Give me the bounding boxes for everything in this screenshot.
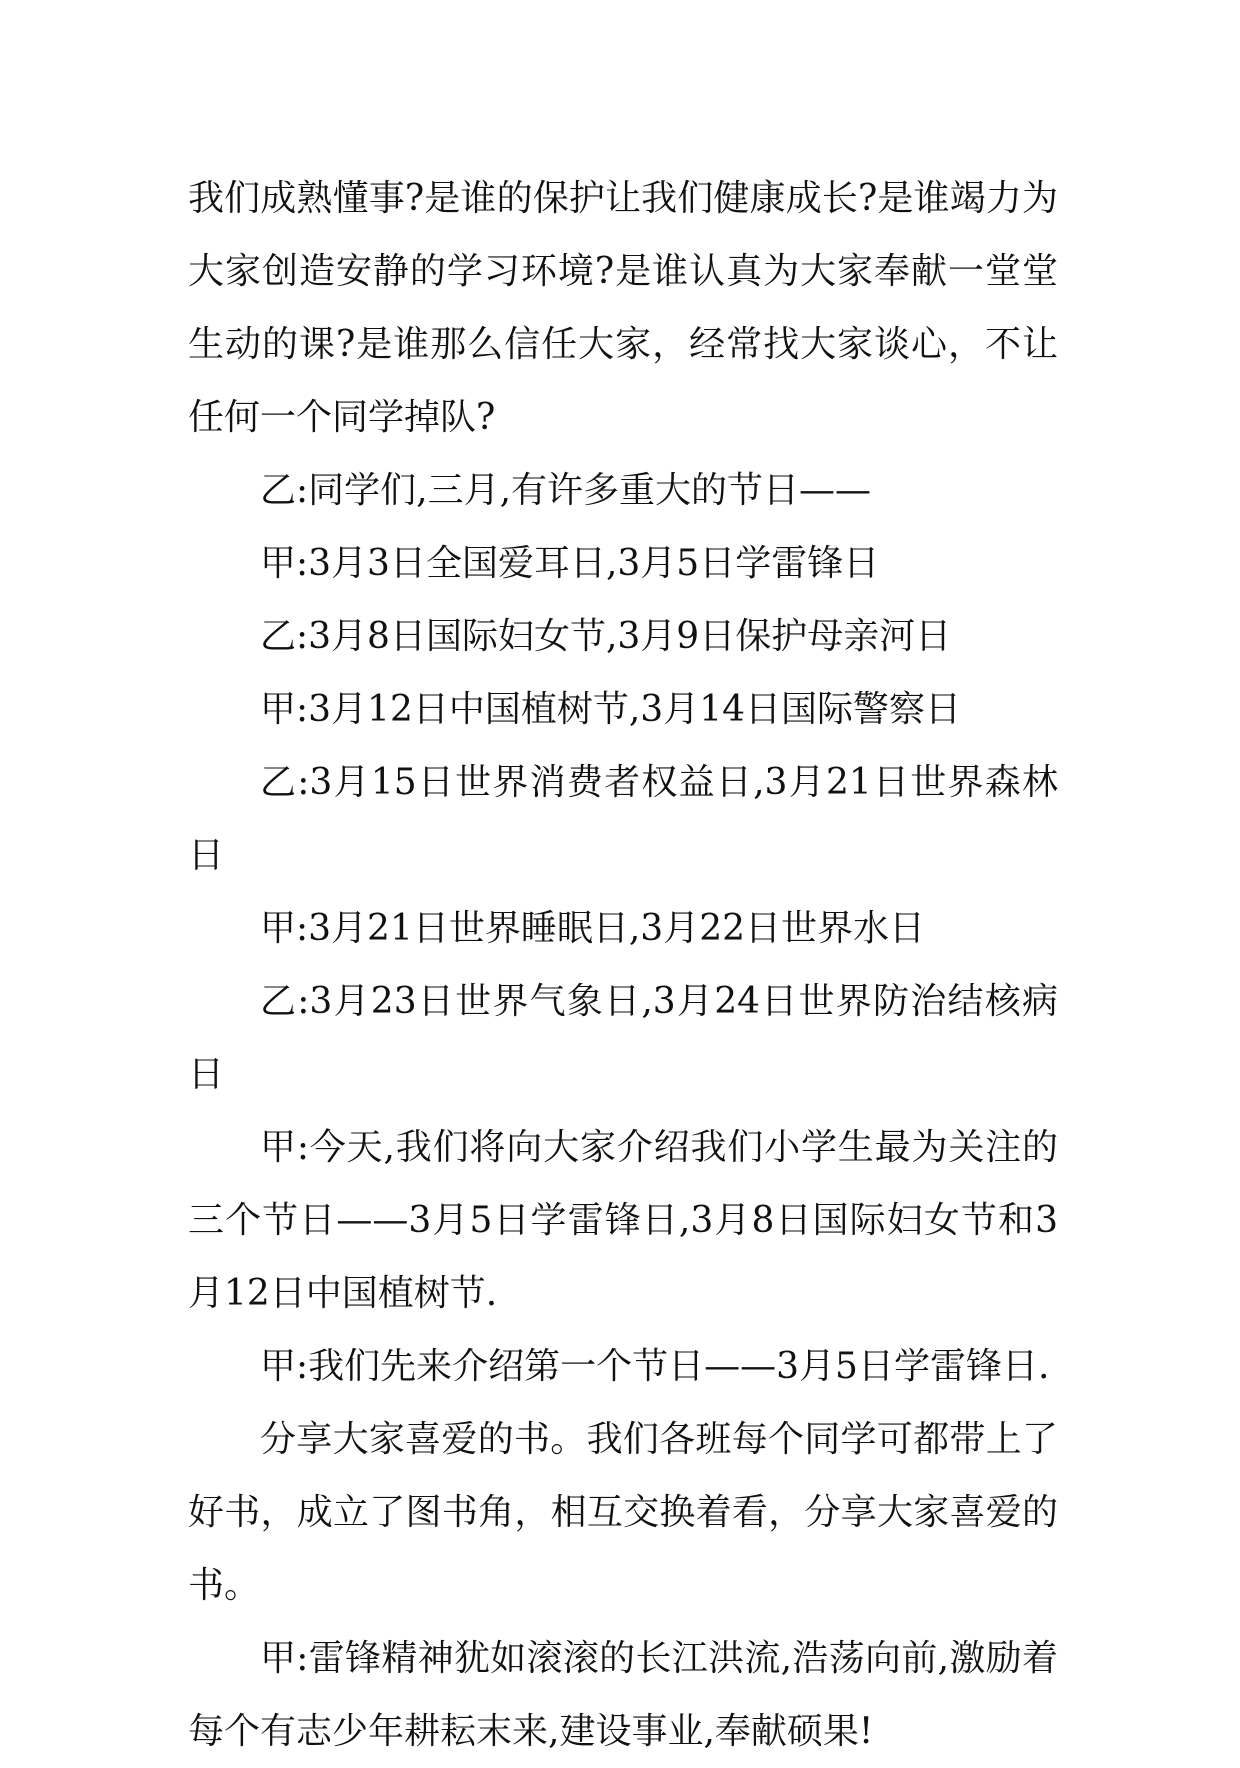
document-body [188, 162, 1058, 1768]
paragraph-2: 乙:同学们,三月,有许多重大的节日—— [260, 470, 872, 511]
paragraph-9: 甲:今天,我们将向大家介绍我们小学生最为关注的三个节日——3月5日学雷锋日,3月8日国际妇女节和3月12日中国植树节. [188, 1127, 1058, 1314]
paragraph-11: 分享大家喜爱的书。我们各班每个同学可都带上了好书，成立了图书角，相互交换着看，分享大家喜爱的书。 [188, 1419, 1058, 1606]
paragraph-8: 乙:3月23日世界气象日,3月24日世界防治结核病日 [188, 981, 1058, 1095]
paragraph-5: 甲:3月12日中国植树节,3月14日国际警察日 [260, 689, 961, 730]
paragraph-12: 甲:雷锋精神犹如滚滚的长江洪流,浩荡向前,激励着每个有志少年耕耘末来,建设事业,奉献硕果! [188, 1638, 1058, 1752]
paragraph-4: 乙:3月8日国际妇女节,3月9日保护母亲河日 [260, 616, 952, 657]
paragraph-10: 甲:我们先来介绍第一个节日——3月5日学雷锋日. [260, 1346, 1050, 1387]
paragraph-6: 乙:3月15日世界消费者权益日,3月21日世界森林日 [188, 762, 1058, 876]
paragraph-3: 甲:3月3日全国爱耳日,3月5日学雷锋日 [260, 543, 880, 584]
paragraph-1: 我们成熟懂事?是谁的保护让我们健康成长?是谁竭力为大家创造安静的学习环境?是谁认真为大家奉献一堂堂生动的课?是谁那么信任大家，经常找大家谈心，不让任何一个同学掉队? [188, 178, 1058, 438]
paragraph-7: 甲:3月21日世界睡眠日,3月22日世界水日 [260, 908, 925, 949]
